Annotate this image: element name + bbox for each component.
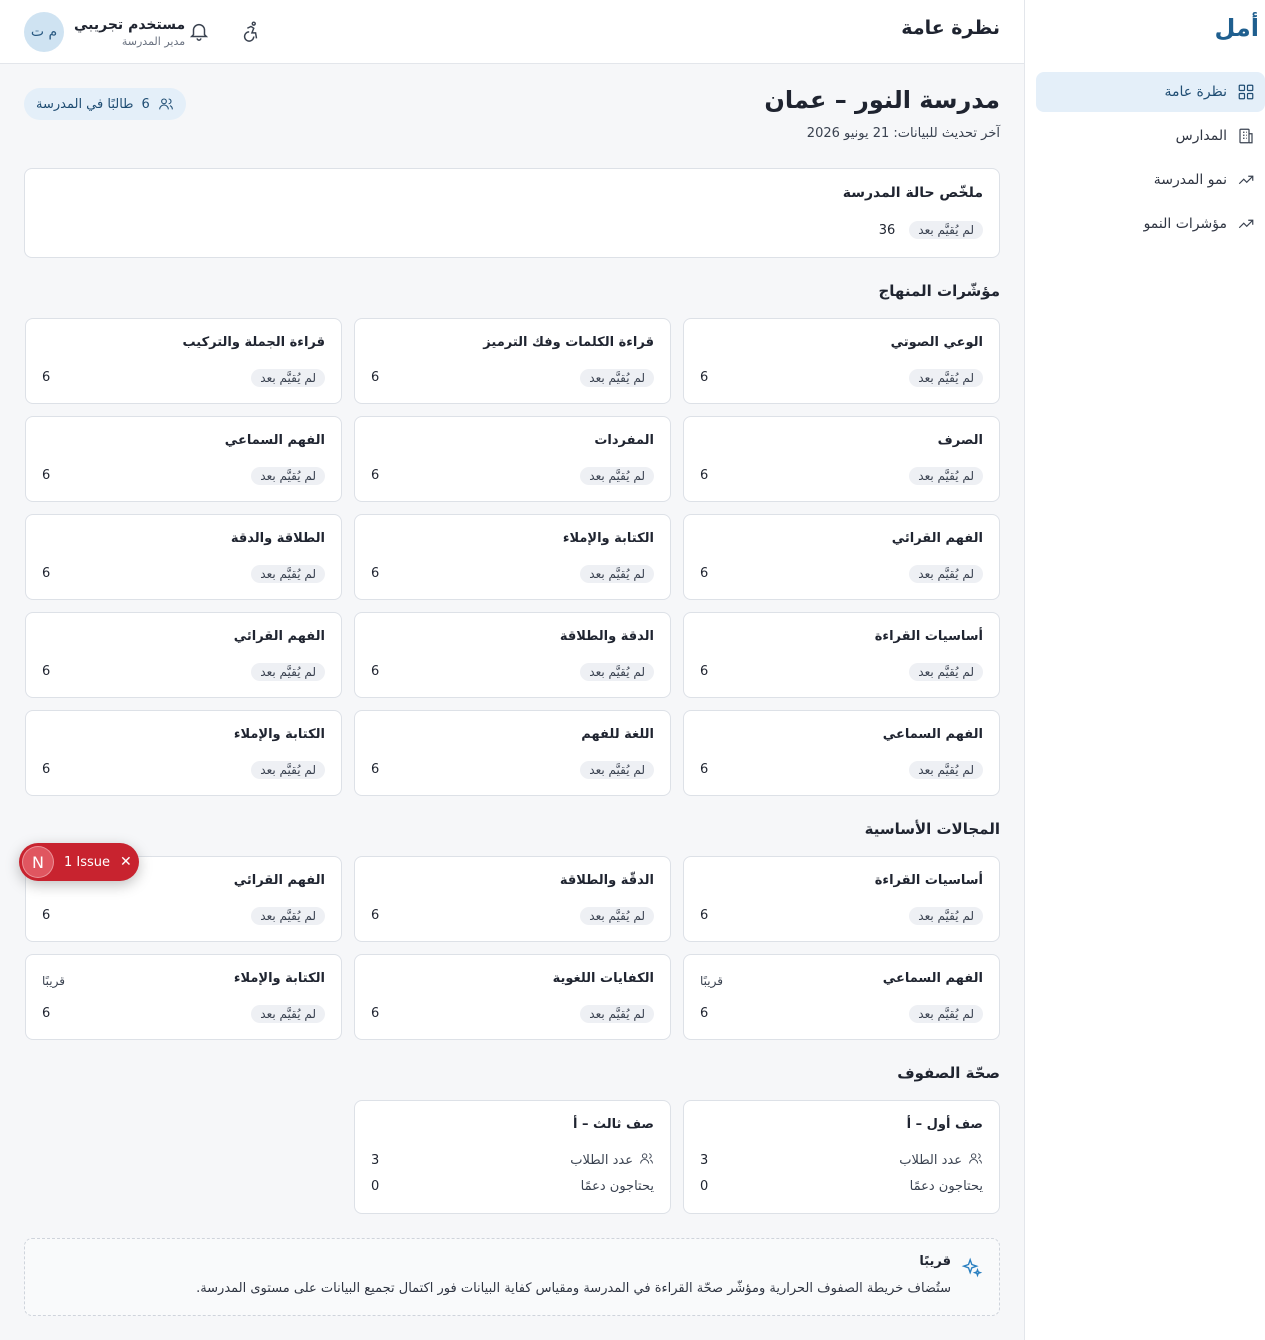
tile-count: 6 — [371, 664, 380, 679]
tile-name: الكتابة والإملاء — [233, 727, 325, 742]
class-name: صف أول – أ — [906, 1117, 983, 1132]
status-badge: لم يُقيَّم بعد — [251, 663, 325, 681]
sidebar — [1024, 0, 1265, 1340]
tile-count: 6 — [42, 1006, 51, 1021]
support-value: 0 — [371, 1179, 380, 1194]
indicator-tile[interactable] — [354, 318, 671, 404]
tile-name: الكتابة والإملاء — [562, 531, 654, 546]
status-badge: لم يُقيَّم بعد — [909, 467, 983, 485]
indicator-tile[interactable] — [683, 856, 1000, 942]
last-updated: آخر تحديث للبيانات: 21 يونيو 2026 — [806, 126, 1000, 141]
status-badge: لم يُقيَّم بعد — [580, 369, 654, 387]
status-badge: لم يُقيَّم بعد — [251, 565, 325, 583]
status-badge: لم يُقيَّم بعد — [909, 663, 983, 681]
page-title: مدرسة النور – عمان — [764, 86, 1000, 114]
support-label: يحتاجون دعمًا — [580, 1179, 654, 1194]
indicator-tile[interactable] — [683, 954, 1000, 1040]
status-badge: لم يُقيَّم بعد — [909, 907, 983, 925]
tile-count: 6 — [371, 370, 380, 385]
tile-name: الدقة والطلاقة — [559, 629, 654, 644]
tile-name: قراءة الجملة والتركيب — [182, 335, 325, 350]
tile-name: الفهم السماعي — [882, 971, 983, 986]
tile-name: الكتابة والإملاء — [233, 971, 325, 986]
sidebar-item-label: نظرة عامة — [1164, 84, 1227, 100]
building-icon — [1237, 127, 1255, 145]
status-badge: لم يُقيَّم بعد — [909, 565, 983, 583]
curriculum-section-title: مؤشّرات المنهاج — [878, 282, 1000, 300]
tile-name: الطلاقة والدقة — [230, 531, 325, 546]
tile-count: 6 — [371, 1006, 380, 1021]
tile-name: الصرف — [937, 433, 983, 448]
status-badge: لم يُقيَّم بعد — [251, 467, 325, 485]
tile-name: قراءة الكلمات وفك الترميز — [483, 335, 654, 350]
tile-count: 6 — [371, 468, 380, 483]
issue-count-label: 1 Issue — [64, 854, 111, 870]
status-badge: لم يُقيَّم بعد — [580, 907, 654, 925]
sparkles-icon — [961, 1257, 983, 1279]
status-badge: لم يُقيَّم بعد — [251, 369, 325, 387]
students-label-group — [899, 1151, 983, 1170]
tile-count: 6 — [42, 468, 51, 483]
summary-status-row — [879, 221, 983, 239]
students-label: عدد الطلاب — [570, 1153, 633, 1168]
indicator-tile[interactable] — [354, 416, 671, 502]
status-badge: لم يُقيَّم بعد — [909, 369, 983, 387]
class-name: صف ثالث – أ — [573, 1117, 654, 1132]
indicator-tile[interactable] — [683, 612, 1000, 698]
indicator-tile[interactable] — [25, 710, 342, 796]
sidebar-item-growth-indicators[interactable] — [1036, 204, 1265, 244]
tile-name: الوعي الصوتي — [890, 335, 983, 350]
tile-name: الكفايات اللغوية — [552, 971, 654, 986]
indicator-tile[interactable] — [25, 612, 342, 698]
tile-name: الفهم السماعي — [224, 433, 325, 448]
status-badge: لم يُقيَّم بعد — [580, 565, 654, 583]
tile-name: الفهم القرائي — [233, 873, 325, 888]
students-label-group — [570, 1151, 654, 1170]
tile-name: الفهم القرائي — [891, 531, 983, 546]
tile-count: 6 — [42, 664, 51, 679]
sidebar-item-label: نمو المدرسة — [1153, 172, 1227, 188]
students-row — [700, 1151, 983, 1170]
trend-up-icon — [1237, 171, 1255, 189]
coming-soon-text: ستُضاف خريطة الصفوف الحرارية ومؤشّر صحّة القراءة في المدرسة ومقياس كفاية البيانات فور اكتمال تجميع البيانات على مستوى المدرسة. — [196, 1281, 951, 1296]
bell-icon[interactable] — [186, 18, 212, 44]
tile-count: 6 — [700, 468, 709, 483]
summary-count: 36 — [878, 222, 896, 238]
indicator-tile[interactable] — [683, 514, 1000, 600]
status-badge: لم يُقيَّم بعد — [251, 761, 325, 779]
trend-up-icon — [1237, 215, 1255, 233]
indicator-tile[interactable] — [25, 416, 342, 502]
indicator-tile[interactable] — [25, 954, 342, 1040]
tile-name: المفردات — [594, 433, 654, 448]
status-badge: لم يُقيَّم بعد — [580, 467, 654, 485]
avatar[interactable]: م ت — [24, 12, 64, 52]
tile-count: 6 — [42, 762, 51, 777]
indicator-tile[interactable] — [354, 514, 671, 600]
brand-logo[interactable]: أمل — [1214, 14, 1259, 42]
sidebar-item-label: مؤشرات النمو — [1143, 216, 1227, 232]
students-row — [371, 1151, 654, 1170]
user-name: مستخدم تجريبي — [74, 16, 186, 33]
tile-name: أساسيات القراءة — [874, 873, 983, 888]
indicator-tile[interactable] — [354, 954, 671, 1040]
tile-count: 6 — [700, 762, 709, 777]
issue-logo: N — [22, 846, 54, 878]
tile-count: 6 — [42, 370, 51, 385]
status-badge: لم يُقيَّم بعد — [251, 1005, 325, 1023]
indicator-tile[interactable] — [683, 710, 1000, 796]
sidebar-item-label: المدارس — [1175, 128, 1227, 144]
tile-count: 6 — [371, 908, 380, 923]
support-label: يحتاجون دعمًا — [909, 1179, 983, 1194]
tile-name: الفهم السماعي — [882, 727, 983, 742]
class-card[interactable] — [683, 1100, 1000, 1214]
students-value: 3 — [700, 1153, 709, 1168]
coming-soon-label: قريبًا — [42, 974, 65, 988]
class-health-section-title: صحّة الصفوف — [897, 1064, 1000, 1082]
tile-name: الفهم القرائي — [233, 629, 325, 644]
coming-soon-card — [24, 1238, 1000, 1316]
close-icon[interactable]: ✕ — [120, 854, 132, 870]
students-count-pill — [24, 88, 186, 120]
sidebar-item-schools[interactable] — [1036, 116, 1265, 156]
domains-section-title: المجالات الأساسية — [864, 820, 1000, 838]
users-icon — [639, 1151, 654, 1170]
issue-badge[interactable] — [19, 843, 139, 881]
status-badge: لم يُقيَّم بعد — [909, 1005, 983, 1023]
user-menu[interactable] — [24, 12, 185, 52]
status-badge: لم يُقيَّم بعد — [909, 761, 983, 779]
user-role: مدير المدرسة — [121, 34, 186, 48]
students-count: 6 — [141, 96, 150, 112]
users-icon — [968, 1151, 983, 1170]
sidebar-item-overview[interactable] — [1036, 72, 1265, 112]
indicator-tile[interactable] — [354, 710, 671, 796]
support-row — [700, 1179, 983, 1194]
summary-title: ملخّص حالة المدرسة — [842, 185, 983, 201]
sidebar-item-school-growth[interactable] — [1036, 160, 1265, 200]
tile-count: 6 — [371, 566, 380, 581]
class-card[interactable] — [354, 1100, 671, 1214]
sidebar-nav — [1036, 72, 1265, 248]
support-row — [371, 1179, 654, 1194]
tile-count: 6 — [700, 664, 709, 679]
tile-count: 6 — [700, 908, 709, 923]
tile-count: 6 — [42, 566, 51, 581]
tile-count: 6 — [700, 1006, 709, 1021]
coming-soon-label: قريبًا — [700, 974, 723, 988]
indicator-tile[interactable] — [683, 416, 1000, 502]
coming-soon-title: قريبًا — [919, 1254, 951, 1269]
status-badge: لم يُقيَّم بعد — [909, 221, 983, 239]
indicator-tile[interactable] — [354, 612, 671, 698]
students-value: 3 — [371, 1153, 380, 1168]
tile-name: اللغة للفهم — [581, 727, 654, 742]
tile-count: 6 — [700, 370, 709, 385]
status-badge: لم يُقيَّم بعد — [580, 761, 654, 779]
header-title: نظرة عامة — [901, 17, 1000, 39]
tile-count: 6 — [371, 762, 380, 777]
top-header — [0, 0, 1024, 64]
indicator-tile[interactable] — [683, 318, 1000, 404]
support-value: 0 — [700, 1179, 709, 1194]
tile-count: 6 — [700, 566, 709, 581]
users-icon — [158, 96, 174, 112]
indicator-tile[interactable] — [25, 318, 342, 404]
status-badge: لم يُقيَّم بعد — [580, 1005, 654, 1023]
students-label: عدد الطلاب — [899, 1153, 962, 1168]
grid-icon — [1237, 83, 1255, 101]
status-badge: لم يُقيَّم بعد — [580, 663, 654, 681]
status-badge: لم يُقيَّم بعد — [251, 907, 325, 925]
indicator-tile[interactable] — [25, 514, 342, 600]
students-label: طالبًا في المدرسة — [36, 96, 134, 112]
school-summary-card — [24, 168, 1000, 258]
tile-name: الدقّة والطلاقة — [559, 873, 654, 888]
accessibility-icon[interactable] — [238, 18, 264, 44]
tile-name: أساسيات القراءة — [874, 629, 983, 644]
indicator-tile[interactable] — [354, 856, 671, 942]
user-info — [74, 17, 185, 48]
tile-count: 6 — [42, 908, 51, 923]
